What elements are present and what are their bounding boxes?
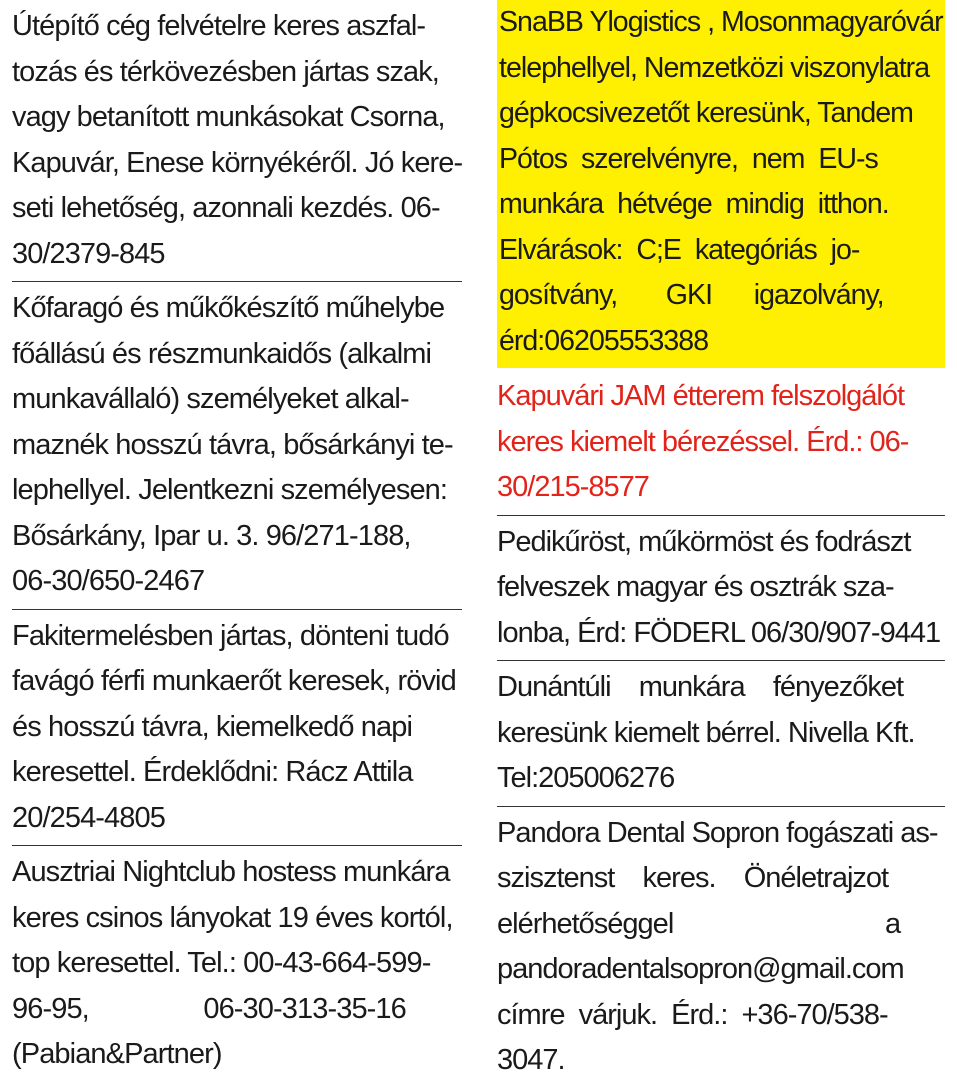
ad-woodcutter [12,614,462,842]
ad-separator [12,281,462,282]
ad-restaurant-red [497,374,945,511]
ad-separator [12,845,462,846]
ad-text: Pedikűröst, műkörmöst és fodrászt felveszek magyar és osztrák sza- lonba, Érd: FÖDERL 06/30/907-9441 [497,525,941,649]
ad-text: Kapuvári JAM étterem felszolgálót keres kiemelt bérezéssel. Érd.: 06- 30/215-8577 [497,380,909,503]
ad-stonemason [12,286,462,605]
ad-separator [12,609,462,610]
ad-text: Fakitermelésben jártas, dönteni tudó favágó férfi munkaerőt keresek, rövid és hosszú távra, kiemelkedő napi keresettel. Érdeklődni: Rácz Attila 20/254-4805 [12,619,456,834]
ad-dental [497,811,945,1084]
ad-logistics-highlighted [497,0,945,368]
ad-text: Ausztriai Nightclub hostess munkára keres csinos lányokat 19 éves kortól, top keresettel. Tel.: 00-43-664-599- 96-95, 06-30-313-35-16 (Pabian&Partner) [12,856,453,1070]
ad-separator [497,660,945,661]
ad-text: Dunántúli munkára fényezőket keresünk kiemelt bérrel. Nivella Kft. Tel:205006276 [497,671,915,794]
ad-nightclub [12,850,462,1078]
ad-text: Pandora Dental Sopron fogászati as- szisztenst keres. Önéletrajzot elérhetőséggel a pandoradentalsopron@gmail.com címre várjuk. Érd.: +36-70/538- 3047. [497,816,938,1076]
ad-separator [497,806,945,807]
ad-text: SnaBB Ylogistics , Mosonmagyaróvár telephellyel, Nemzetközi viszonylatra gépkocsivezetőt keresünk, Tandem Pótos szerelvényre, nem EU-s munkára hétvége mindig itthon. Elvárások: C;E kategóriás jo- gosítvány, GKI igazolvány, érd:06205553388 [499,6,943,357]
ad-pedicure [497,520,945,657]
right-column [497,0,945,1084]
ad-text: Kőfaragó és műkőkészítő műhelybe főállású és részmunkaidős (alkalmi munkavállaló) személyeket alkal- maznék hosszú távra, bősárkányi te- lephellyel. Jelentkezni személyesen: Bősárkány, Ipar u. 3. 96/271-188, 06-30/650-2467 [12,292,453,597]
ad-text: Útépítő cég felvételre keres aszfal- tozás és térkövezésben jártas szak, vagy betanított munkásokat Csorna, Kapuvár, Enese környékéről. Jó kere- seti lehetőség, azonnali kezdés. 06- 30/2379-845 [12,10,463,270]
ad-road-construction [12,4,462,277]
ad-separator [497,515,945,516]
left-column [12,0,462,1078]
ad-painter [497,665,945,802]
